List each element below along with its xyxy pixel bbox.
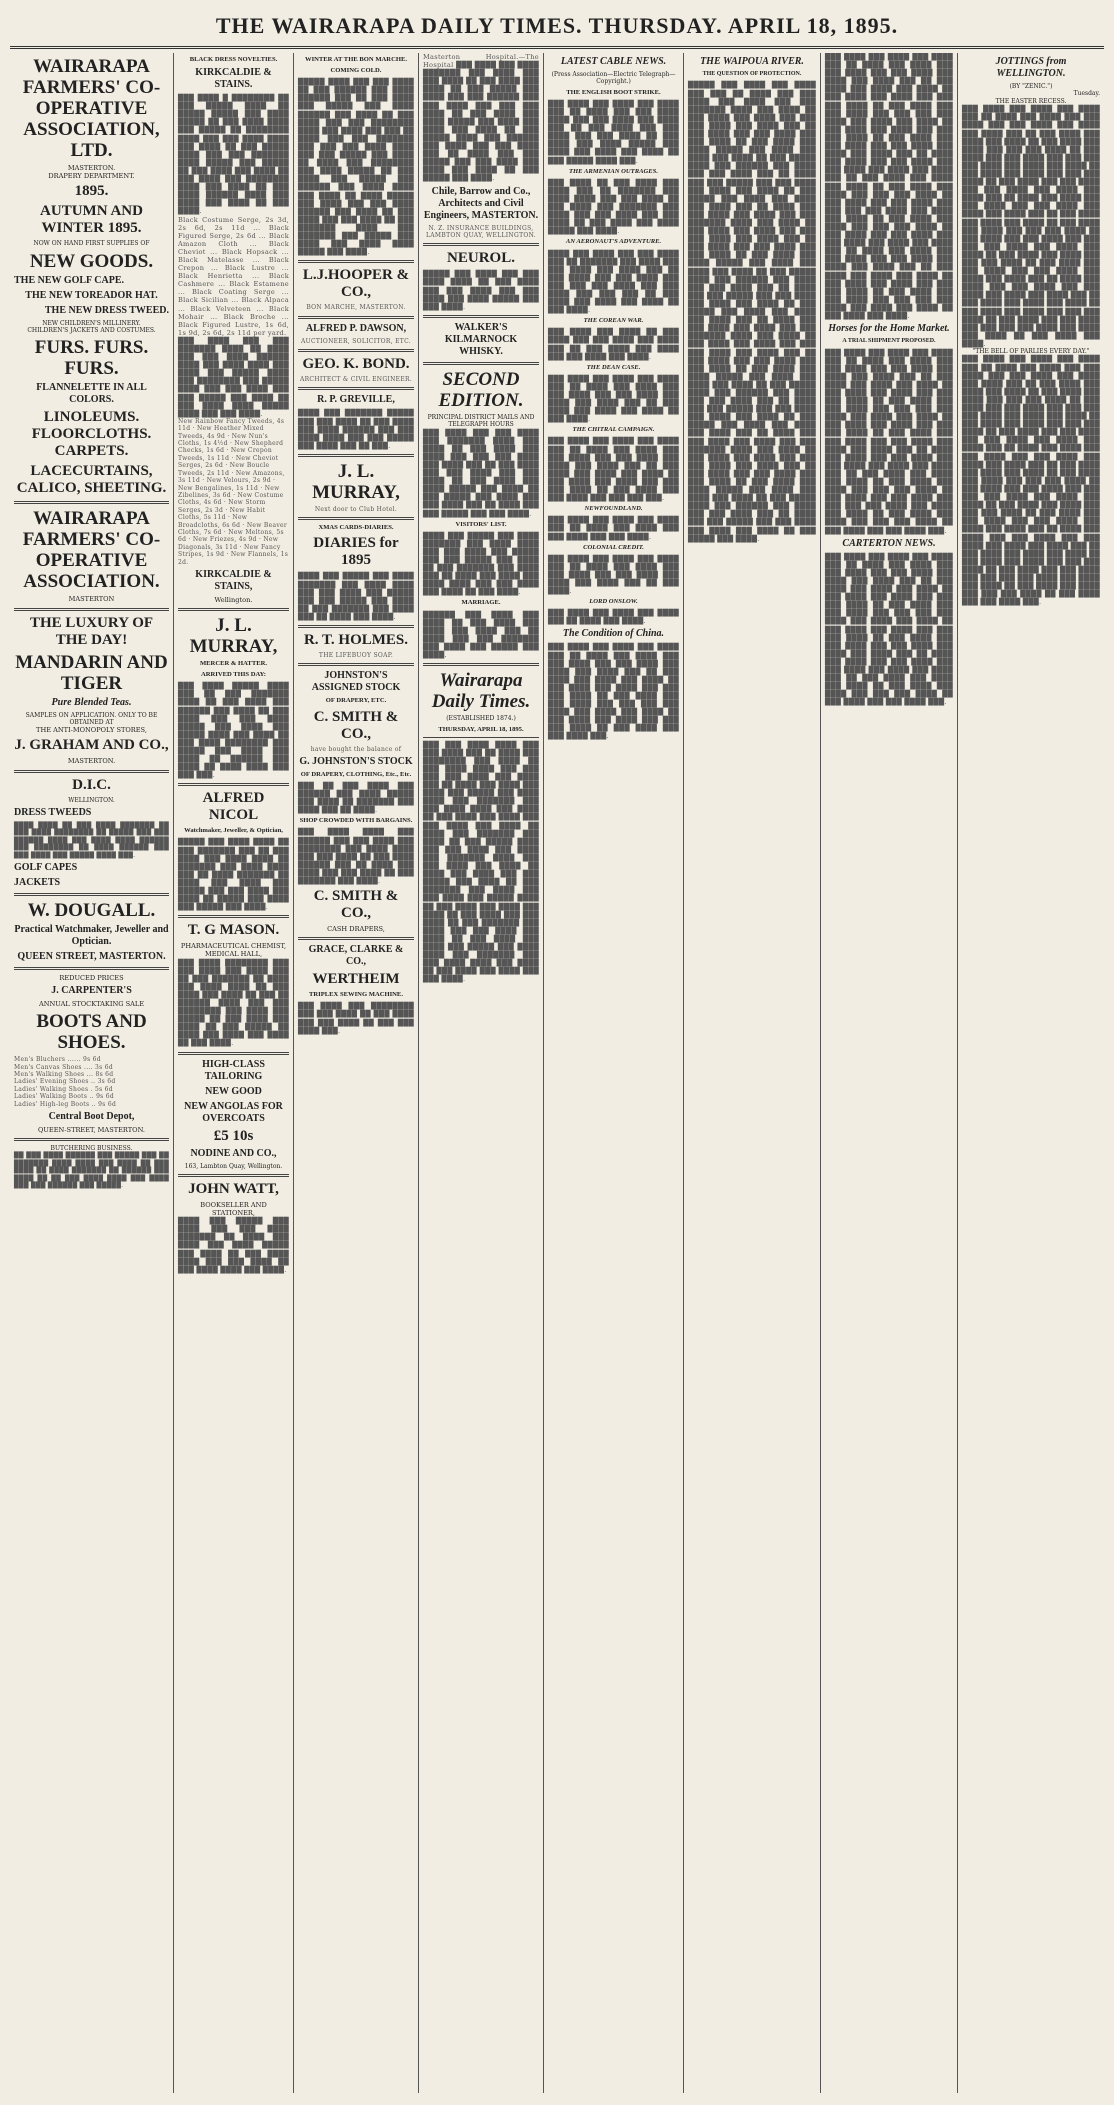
- johnston-2: G. JOHNSTON'S STOCK: [299, 755, 413, 767]
- drapery: OF DRAPERY, ETC.: [325, 697, 387, 705]
- marriage: MARRIAGE.: [461, 599, 501, 607]
- column-3: WINTER AT THE BON MARCHE. COMING COLD. █████ ████ ███ ███ ████ ██ ███ ██████ ███ ████ ██████ ███ ██ ███ ████ ███ █████ ███ ████ ██████ ███ ████ ██ ███ ████ ███ ███ ████████ ████ ███ ████ ███ ███ ██ ████ ███ ███ ███████ ███ ███ ███ ████ ████ ███ ███ █████ ███ ████ ██ ████ ███ ████████ ███ ████ █████ ██ ███ ████ ███ █████ ███ ██████ ███ ████ ████ ███ ████ ██ ████ █████ ███ ████ ███ ███ ████ ██████ ███ ████ ██ ███ ████ ███ ███ ████ ██ ███ ███████ ████ ███ ███████ ███ █████ ███ ████ ███ ████ ████ █████ ███ ████. L.J.HOOPER & CO., BON MARCHE, MASTERTON. ALFRED P. DAWSON, AUCTIONEER, SOLICITOR, ETC. GEO. K. BOND. ARCHITECT & CIVIL ENGINEER. R. P. GREVILLE, ████ ███ ███████ █████ ███ ███ ████ ██ ███ ████ ███ ████ ██████ ███ ███ ████ ████ ███ ███ █████ ███ ████ ███ ██ ███. J. L. MURRAY, Next door to Club Hotel. XMAS CARDS-DIARIES. DIARIES for 1895 ████ ███ █████ ███ ████ ███████ ███ ████ ████ ███ ███ ████ ███ █████ ███ ███ █████ ███ ████ ██ ███ ███████ ███ ████ ███ ██ ████ ███ ████. R. T. HOLMES. THE LIFEBUOY SOAP. JOHNSTON'S ASSIGNED STOCK OF DRAPERY, ETC. C. SMITH & CO., have bought the balance of G. JOHNSTON'S STOCK OF DRAPERY, CLOTHING, Etc., Etc. ███ ██ ███ ████ ███ ██████ ███ ████ █████ ███ ████ ██ ███████ ███ ████ ███ ██ ████. SHOP CROWDED WITH BARGAINS. ███ ████ ████ ███ ██████ ███ ███ ████ ███ ████████ ███ ████ ████ ███ ███ ████ ██ ███ ████ ██████ ███ ██ ████ ███ ████ ███ ███ ████ ██ ███ ███████ ███ ████. C. SMITH & CO., CASH DRAPERS, GRACE, CLARKE & CO., WERTHEIM TRIPLEX SEWING MACHINE. ███ ████ ███ ████████ ███ ███ ████ ██ ███ ████ ███ ███ ████ ██ ███ ███ ████ ███.: [294, 53, 419, 2093]
- kirkcaldie-2: KIRKCALDIE & STAINS,: [195, 568, 272, 592]
- dic-place: WELLINGTON.: [68, 796, 115, 804]
- chile-barrow: Chile, Barrow and Co., Architects and Civil Engineers, MASTERTON.: [423, 185, 539, 221]
- newgood: NEW GOOD: [205, 1085, 262, 1097]
- waipoua-river: THE WAIPOUA RIVER.: [700, 56, 804, 67]
- newspaper-page: [10, 6, 1104, 2093]
- dic: D.I.C.: [72, 776, 111, 793]
- walker: WALKER'S KILMARNOCK WHISKY.: [444, 321, 518, 357]
- butcher: BUTCHERING BUSINESS.: [50, 1145, 133, 1153]
- flannelette: FLANNELETTE IN ALL COLORS.: [36, 382, 147, 406]
- graham-place: MASTERTON.: [67, 757, 116, 766]
- new-goods: NEW GOODS.: [29, 250, 154, 272]
- lace: LACECURTAINS, CALICO, SHEETING.: [16, 463, 167, 497]
- carpenter: J. CARPENTER'S: [51, 985, 132, 997]
- newfoundland: NEWFOUNDLAND.: [584, 505, 643, 513]
- cash: CASH DRAPERS,: [327, 925, 385, 934]
- kirkcaldie: KIRKCALDIE & STAINS.: [195, 67, 272, 91]
- bond: GEO. K. BOND.: [302, 356, 410, 373]
- furs: FURS. FURS. FURS.: [34, 337, 149, 380]
- golf-capes: GOLF CAPES: [14, 861, 78, 873]
- corean: THE COREAN WAR.: [583, 317, 644, 325]
- overcoats: NEW ANGOLAS FOR OVERCOATS: [184, 1100, 283, 1124]
- hooper: L.J.HOOPER & CO.,: [302, 267, 410, 301]
- lord-onslow: LORD ONSLOW.: [589, 598, 638, 606]
- visitors: VISITORS' LIST.: [455, 520, 507, 528]
- jackets: CHILDREN'S JACKETS AND COSTUMES.: [27, 327, 156, 334]
- supplies: NOW ON HAND FIRST SUPPLIES OF: [33, 240, 150, 248]
- jottings-by: (BY "ZENIC."): [1009, 83, 1053, 90]
- millinery: NEW CHILDREN'S MILLINERY.: [42, 319, 141, 327]
- jottings-day: Tuesday.: [1073, 90, 1100, 98]
- holmes: R. T. HOLMES.: [303, 632, 409, 648]
- nicol-sub: Watchmaker, Jeweller, & Optician,: [184, 827, 283, 835]
- coming: COMING COLD.: [330, 67, 382, 75]
- established: (ESTABLISHED 1874.): [446, 715, 516, 723]
- bookseller: BOOKSELLER AND STATIONER,: [200, 1200, 267, 1218]
- boot-strike: THE ENGLISH BOOT STRIKE.: [566, 88, 661, 96]
- column-2: BLACK DRESS NOVELTIES. KIRKCALDIE & STAINS. ███ ████ █ ████████ ██ ███ █████ ████ ██ █████ █████ ███ ████ █████ ██ ███ ████ ████ ███ █████ ██ ████████ ████ ███ ███ ████ ████ ███ ████ ██ ███ █████ ████ ███ ███ ███████ ████ █████ ███ █████ ██ ███ ████ ███ ████ ██ ███ ████ ███ ████████ ████ ███ ████ ██ ███ ████ ██████ ████ ███ ████ ███ ████ ██ ███ ████. Black Costume Serge, 2s 3d, 2s 6d, 2s 11d ... Black Figured Serge, 2s 6d ... Black Amazon Cloth ... Black Cheviot ... Black Hopsack ... Black Matelasse ... Black Crepon ... Black Lustre ... Black Henrietta ... Black Cashmere ... Black Estamene ... Black Coating Serge ... Black Sicilian ... Black Alpaca ... Black Velveteen ... Black Mohair ... Black Broche ... Black Figured Lustre, 1s 6d, 1s 9d, 2s 6d, 2s 11d per yard. ███ ████ ███ ███ ███████ ████ ██ ████ ███ ███ ████ ██████ ████ ███ ████ ████ ███ ████ ███ █████ ████ ███ ████████ ███ █████ ████ ███ ███ ████ ███ ███ █████ ███ ████ ██ ███ ████ ████ █████ ████ ███ ███ ████. New Rainbow Fancy Tweeds, 4s 11d · New Heather Mixed Tweeds, 4s 9d · New Nun's Cloths, 1s 4½d · New Shepherd Checks, 1s 6d · New Crepon Tweeds, 1s 11d · New Cheviot Serges, 2s 6d · New Boucle Tweeds, 2s 11d · New Amazons, 3s 11d · New Velours, 2s 9d · New Bengalines, 1s 11d · New Zibelines, 3s 6d · New Costume Cloths, 4s 6d · New Storm Serges, 2s 3d · New Habit Cloths, 5s 11d · New Broadcloths, 6s 6d · New Beaver Cloths, 7s 6d · New Meltons, 5s 6d · New Friezes, 4s 9d · New Diagonals, 3s 11d · New Fancy Stripes, 1s 9d · New Flannels, 1s 2d. KIRKCALDIE & STAINS, Wellington. J. L. MURRAY, MERCER & HATTER. ARRIVED THIS DAY: ███ ████ █████ ████ ███ ██ ███ ███████ ████ ██ ███ ████ ███ ██████ ███ ████ ██ ███ ████ ███ ███ ████ █████ ███ ████ ███ █████ ████ ███ ████ ██ ███ ████ ████████ ███ █████ ███ ████ ███ ████ ██ ██████ ███ ████ ██ ████ ████ ███ ███ ███. ALFRED NICOL Watchmaker, Jeweller, & Optician, █████ ███ ████ ████ ██ ███ ███████ ███ ██ ███ ████ ███ ████ ████ ██ ███████ ███ ████ ████ ███ ██ ████ ███████ ██ ████ ███ ████ ███ █████ ███ ███ ████ ███ ████ ██ █████ ███ ████ ███ █████ ███ ████. T. G MASON. PHARMACEUTICAL CHEMIST, MEDICAL HALL, ███ ████ ████████ ███ ███ ████ ███ ████ ███ ██ ███ ███████ ██ ████ ███ ████ ████ ██ ███ ████ ███ ████ ██ ███ ██ ██████ ████ ███ ███ ████████ ███ ████ ███ █████ ██ ███ ████ ███ ████ ██ ███ █████ ██ ████ ███ ████ ███ ████ ██ ███ ████. HIGH-CLASS TAILORING NEW GOOD NEW ANGOLAS FOR OVERCOATS £5 10s NODINE AND CO., 163, Lambton Quay, Wellington. JOHN WATT, BOOKSELLER AND STATIONER, ████ ███ █████ ███ ████ ███ ███ ████ ███████ ██ ████ ███ ████ ███ ████ █████ ███ ████ ██ ███ ████ ████ ███ ███ ████ ██ ███ ████ ████ ███ ████.: [174, 53, 294, 2093]
- smith-2: C. SMITH & CO.,: [313, 888, 399, 922]
- smith: C. SMITH & CO.,: [313, 708, 399, 742]
- tea-sub: Pure Blended Teas.: [51, 696, 132, 708]
- xmas: XMAS CARDS-DIARIES.: [318, 524, 394, 532]
- season: AUTUMN AND WINTER 1895.: [40, 203, 143, 237]
- date-line: THURSDAY, APRIL 18, 1895.: [438, 725, 524, 733]
- drapery-2: OF DRAPERY, CLOTHING, Etc., Etc.: [300, 770, 412, 778]
- dawson: ALFRED P. DAWSON,: [305, 322, 407, 334]
- black-novelties: BLACK DRESS NOVELTIES.: [189, 56, 278, 63]
- luxury: THE LUXURY OF THE DAY!: [29, 614, 154, 648]
- dress-tweeds: DRESS TWEEDS: [14, 806, 92, 818]
- china: The Condition of China.: [562, 628, 665, 640]
- principal: PRINCIPAL DISTRICT MAILS AND TELEGRAPH HOURS: [427, 413, 535, 429]
- second-edition: SECOND EDITION.: [438, 368, 524, 411]
- protection: THE QUESTION OF PROTECTION.: [702, 71, 802, 77]
- reduced: REDUCED PRICES: [59, 973, 124, 982]
- dougall: W. DOUGALL.: [27, 899, 156, 921]
- column-8: JOTTINGS from WELLINGTON. (BY "ZENIC.") Tuesday. THE EASTER RECESS. ███ ████ ███ ████ ███ ████ ███ ██ ████ ███ ████ ███ ███ ████ ███ ███ ████ ███ ████ ███ ████ ███ ██ ███ ████ ███ ████ ███ ████ ██ ███ ████ ███ ████ ███ ███ ███ ████ ██ ███ ████ ███ ███ ████ ███ ███ ███ ███ ████ ███ ████ ███ ████ ██ ███ ████ ███ ████ ███ ███ ███ ████ ██ ███ ████ ███ ███ ████ ███ ███ ████ ███ ████ ███ ████ ███ ██ ████ ███ ████ ███ ███ ████ ███ ███ ████ ███ ████ ███ ████ ███ ██ ███ ████ ███ ████ ███ ████ ██ ███ ████ ███ ████ ███ ███ ███ ████ ██ ███ ████ ███ ███ ████ ███ ███ ███ ███ ████ ███ ████ ███ ████ ██ ███ ████ ███ ████ ███ ███ ███ ████ ██ ███ ████ ███ ███ ████ ███ ███ ████ ███ ████ ███ ████ ███ ██ ████ ███ ████ ███ ███ ████ ███ ███ ████ ███ ████ ███ ████ ███ ██ ███ ████ ███ ████ ███ ████ ██ ███ ████ ███ ████ ███ ███ ███ ████ ██ ███ ████ ███ ███ ████ ███ ███ ███ ███ ████ ███ ████ ███ ████ ██ ███ ████ ███ ████. "THE BELL OF PARLIES EVERY DAY." ███ ████ ███ ████ ███ ████ ███ ██ ████ ███ ████ ███ ███ ████ ███ ███ ████ ███ ████ ███ ████ ███ ██ ███ ████ ███ ████ ███ ████ ██ ███ ████ ███ ████ ███ ███ ███ ████ ██ ███ ████ ███ ███ ████ ███ ███ ███ ███ ████ ███ ████ ███ ████ ██ ███ ████ ███ ████ ███ ███ ███ ████ ██ ███ ████ ███ ███ ████ ███ ███ ████ ███ ████ ███ ████ ███ ██ ████ ███ ████ ███ ███ ████ ███ ███ ████ ███ ████ ███ ████ ███ ██ ███ ████ ███ ████ ███ ████ ██ ███ ████ ███ ████ ███ ███ ███ ████ ██ ███ ████ ███ ███ ████ ███ ███ ███ ███ ████ ███ ████ ███ ████ ██ ███ ████ ███ ████ ███ ███ ███ ████ ██ ███ ████ ███ ███ ████ ███ ███ ████ ███ ████ ███ ████ ███ ██ ████ ███ ████ ███ ███ ████ ███ ███ ████ ███ ████ ███ ████ ███ ██ ███ ████ ███ ████ ███ ████ ██ ███ ████ ███ ████ ███ ███ ███ ████ ██ ███ ████ ███ ███ ████ ███ ███ ███ ███ ████ ███ ████ ███ ████ ██ ███ ████ ███ ████ ███ ███ ███ ████ ██ ███ ████ ███ ███ ████ ███.: [962, 56, 1100, 607]
- samples: SAMPLES ON APPLICATION. ONLY TO BE OBTAINED AT: [25, 711, 158, 726]
- neurol: NEUROL.: [447, 250, 515, 267]
- newspaper-title: THE WAIRARAPA DAILY TIMES. THURSDAY. APRIL 18, 1895.: [215, 13, 899, 38]
- watt: JOHN WATT,: [188, 1180, 279, 1197]
- tailoring: HIGH-CLASS TAILORING: [202, 1058, 265, 1082]
- column-1: WAIRARAPA FARMERS' CO-OPERATIVE ASSOCIATION, LTD. MASTERTON. DRAPERY DEPARTMENT. 1895. AUTUMN AND WINTER 1895. NOW ON HAND FIRST SUPPLIES OF NEW GOODS. THE NEW GOLF CAPE. THE NEW TOREADOR HAT. THE NEW DRESS TWEED. NEW CHILDREN'S MILLINERY. CHILDREN'S JACKETS AND COSTUMES. FURS. FURS. FURS. FLANNELETTE IN ALL COLORS. LINOLEUMS. FLOORCLOTHS. CARPETS. LACECURTAINS, CALICO, SHEETING. WAIRARAPA FARMERS' CO-OPERATIVE ASSOCIATION. MASTERTON THE LUXURY OF THE DAY! MANDARIN AND TIGER Pure Blended Teas. SAMPLES ON APPLICATION. ONLY TO BE OBTAINED AT THE ANTI-MONOPOLY STORES, J. GRAHAM AND CO., MASTERTON. D.I.C. WELLINGTON. DRESS TWEEDS ████ ████ ██ ███ ████ ███████ ██ ███ ████ ████████ ██ █████ ███ ███ ██████ ████ ███ ████ ████ ██████ ███ ████████ ██ ████ ██████ ███ ███ ████ ███ █████ ████ ███. GOLF CAPES JACKETS W. DOUGALL. Practical Watchmaker, Jeweller and Optician. QUEEN STREET, MASTERTON. REDUCED PRICES J. CARPENTER'S ANNUAL STOCKTAKING SALE BOOTS AND SHOES. Men's Bluchers ...... 9s 6d Men's Canvas Shoes .... 3s 6d Men's Walking Shoes ... 8s 6d Ladies' Evening Shoes .. 3s 6d Ladies' Walking Shoes . 5s 6d Ladies' Walking Boots .. 9s 6d Ladies' High-leg Boots .. 9s 6d Central Boot Depot, QUEEN-STREET, MASTERTON. BUTCHERING BUSINESS. ██ ███ ████ ██████ ███ █████ ███ ██ ███████ ████ ████ ███ ████ ██ ███ ████ ██ ████ ███████ ██ ██████ ███ ████ ██ ██ ███ ████ ████ ███ ████ ███ ███ ██████ ███ █████.: [10, 53, 174, 2093]
- horses: Horses for the Home Market.: [828, 323, 950, 335]
- latest-cable: LATEST CABLE NEWS.: [560, 56, 667, 67]
- graham: J. GRAHAM AND CO.,: [14, 737, 169, 754]
- nicol: ALFRED NICOL: [202, 790, 265, 824]
- nodine: NODINE AND CO.,: [190, 1147, 277, 1159]
- pharm: PHARMACEUTICAL CHEMIST,: [180, 942, 287, 951]
- columns: [10, 53, 1104, 2093]
- mercer: MERCER & HATTER.: [199, 660, 268, 668]
- practical: Practical Watchmaker, Jeweller and Optician.: [14, 923, 169, 947]
- annual: ANNUAL STOCKTAKING SALE: [38, 1000, 145, 1009]
- linoleums: LINOLEUMS. FLOORCLOTHS. CARPETS.: [31, 409, 152, 460]
- tmason: T. G MASON.: [187, 922, 280, 939]
- carterton: CARTERTON NEWS.: [842, 537, 936, 549]
- hall: MEDICAL HALL,: [204, 950, 263, 959]
- year: 1895.: [74, 183, 109, 200]
- masthead: [10, 6, 1104, 49]
- trial-shipment: A TRIAL SHIPMENT PROPOSED.: [842, 338, 936, 345]
- place: MASTERTON.: [67, 164, 116, 172]
- arrived: ARRIVED THIS DAY:: [201, 671, 266, 679]
- store: THE ANTI-MONOPOLY STORES,: [36, 726, 147, 735]
- jottings: JOTTINGS from WELLINGTON.: [995, 56, 1067, 79]
- greville: R. P. GREVILLE,: [317, 394, 395, 406]
- johnston: JOHNSTON'S ASSIGNED STOCK: [311, 670, 401, 694]
- press-assoc: (Press Association—Electric Telegraph—Copyright.): [551, 71, 676, 86]
- farmers-title: WAIRARAPA FARMERS' CO-OPERATIVE ASSOCIATION, LTD.: [22, 56, 161, 161]
- murray-3: J. L. MURRAY,: [312, 460, 400, 503]
- tea-name: MANDARIN AND TIGER: [15, 651, 168, 694]
- diaries: DIARIES for 1895: [313, 535, 399, 569]
- dean: THE DEAN CASE.: [586, 363, 641, 371]
- colonial-credit: COLONIAL CREDIT.: [583, 543, 644, 551]
- grace: GRACE, CLARKE & CO.,: [308, 944, 404, 968]
- price: £5 10s: [213, 1127, 254, 1144]
- chitral: THE CHITRAL CAMPAIGN.: [572, 426, 655, 434]
- central: Central Boot Depot,: [48, 1110, 135, 1122]
- place-2: MASTERTON: [68, 595, 115, 604]
- queen-street: QUEEN STREET, MASTERTON.: [17, 950, 166, 962]
- toreador: THE NEW TOREADOR HAT.: [25, 289, 158, 301]
- kirkcaldie-place: Wellington.: [214, 595, 253, 604]
- tweed: THE NEW DRESS TWEED.: [44, 304, 169, 316]
- dept: DRAPERY DEPARTMENT.: [48, 172, 135, 181]
- winter: WINTER AT THE BON MARCHE.: [304, 56, 408, 63]
- shop: SHOP CROWDED WITH BARGAINS.: [299, 817, 413, 825]
- sound: "THE BELL OF PARLIES EVERY DAY.": [972, 348, 1090, 356]
- easter-recess: THE EASTER RECESS.: [995, 97, 1067, 105]
- boots: BOOTS AND SHOES.: [36, 1011, 147, 1054]
- column-6: THE WAIPOUA RIVER. THE QUESTION OF PROTECTION. █████ ███ ████ ███ ████ ███ ███ ██ ████ ███ ███ ████ ███ ████ ███ ███ ███████ ████ ███ ████ ██ ███ ████ ███ ████ ███ ███ ███ ████ ███ ████ ███ ██ ███ ████ ███ ███ ████ ███ ███ ████ ██ ███ ████ ███ ████ █████ ███ ████ ███ ████ ███ ████ ██ ███ █████ ████ ███ ██████ ███ ████ ███ ███ ████ ███ ██ ████ ███ ███ █████ ███ ███ ████ ███ ████ ███ ████ ██ ███ █████ ███ ████ ███ ████ ███ ████ ███ ██ ████ ███ ███ ████ ███ ████ ███ ███ ███████ ████ ███ ████ ██ ███ ████ ███ ████ ███ ███ ███ ████ ███ ████ ███ ██ ███ ████ ███ ███ ████ ███ ███ ████ ██ ███ ████ ███ ████ █████ ███ ████ ███ ████ ███ ████ ██ ███ █████ ████ ███ ██████ ███ ████ ███ ███ ████ ███ ██ ████ ███ ███ █████ ███ ███ ████ ███ ████ ███ ████ ██ ███ █████ ███ ████ ███ ████ ███ ████ ███ ██ ████ ███ ███ ████ ███ ████ ███ ███ ███████ ████ ███ ████ ██ ███ ████ ███ ████ ███ ███ ███ ████ ███ ████ ███ ██ ███ ████ ███ ███ ████ ███ ███ ████ ██ ███ ████ ███ ████ █████ ███ ████ ███ ████ ███ ████ ██ ███ █████ ████ ███ ██████ ███ ████ ███ ███ ████ ███ ██ ████ ███ ███ █████ ███ ███ ████ ███ ████ ███ ████ ██ ███ █████ ███ ████ ███ ████ ███ ████ ███ ██ ████ ███ ███ ████ ███ ████ ███ ███ ███████ ████ ███ ████ ██ ███ ████ ███ ████ ███ ███ ███ ████ ███ ████ ███ ██ ███ ████ ███ ███ ████ ███ ███ ████ ██ ███ ████ ███ ████ █████ ███ ████ ███ ████ ███ ████ ██ ███ █████ ████ ███ ██████ ███ ████ ███ ███ ████ ███ ██ ████ ███ ███ █████ ███ ███ ████ ███ ████ ███ ████ ██ ███ █████ ███ ████.: [684, 53, 821, 2093]
- farmers-title-2: WAIRARAPA FARMERS' CO-OPERATIVE ASSOCIATION.: [22, 508, 161, 593]
- murray: J. L. MURRAY,: [189, 615, 278, 658]
- wertheim: WERTHEIM: [312, 971, 400, 988]
- armenian: THE ARMENIAN OUTRAGES.: [569, 167, 658, 175]
- aeronaut: AN AERONAUT'S ADVENTURE.: [565, 238, 662, 246]
- lambton: 163, Lambton Quay, Wellington.: [184, 1162, 283, 1170]
- column-4: Masterton Hospital.—The Hospital ███ ████ ███ ████ ███████ ███ ████ ███ ███ ████ ██ ███ ████ ███ ████ ██ ███ █████ ███ ████ ███ ███ ██████ ███ ███ ████ ███ ███ ███ ████ ██ ███ ████ ███ ████ █████ ███ ████ ███ ████ ███ ████ ██ ███ █████ ████ ███ ██████ ███ ████ ███ ███ ████ ███ ██ ████ ███ ███ █████ ███ ███ ████ ███ ████ ███ ████ ██ ███ █████ ███ ████. Chile, Barrow and Co., Architects and Civil Engineers, MASTERTON. N. Z. INSURANCE BUILDINGS, LAMBTON QUAY, WELLINGTON. NEUROL. █████ ███ ████ ███ ███ ████ ████ ██ ███ ████ ███ ███ ████ ███ ███ ████ ███ ████ █████ ███ ███ ████. WALKER'S KILMARNOCK WHISKY. SECOND EDITION. PRINCIPAL DISTRICT MAILS AND TELEGRAPH HOURS ███ ████ ███ ███ ████ ███ ███████ ████ ███ ████ ██ ███ ████ ███ ████ ███ ███ ███ ████ ███ ████ ███ ██ ███ ████ ███ ███ ████ ███ ███ ████ ██ ███ ████ ███ ████ █████ ███ ████ ██ ███ █████ ███ ████ ███ ███ ████ ███ ██ ████ ███ ███ █████ ███ ███ ████. VISITORS' LIST. ████ ███ █████ ███ ████ ███████ ███ ████ ████ ███ ███ ████ ███ █████ ███ ███ █████ ███ ████ ██ ███ ███████ ███ ████ ███ ██ ████ ███ ████ ███ ████ ████ ███ ███ ████ ███ ████ ██ ███ ████. MARRIAGE. ██████ ███ ████ ███ ████ ██ ███ ████ ███ ████ ███ ████ ███ ██ ████ ███ ███ ███████ ███ ████ ███ █████ ███ ████. Wairarapa Daily Times. (ESTABLISHED 1874.) THURSDAY, APRIL 18, 1895. ███ ███ ████ ████ ███ ███ ████ ███ ██ ████ ███ ████████ ███ ████ ██ ███ ████ ████ ███ ███ ███ ███ ████ ███ ████ ███ ██ ████ ███ ████ ███ ████ ███ █████ ███ ████ ████ ███ ███████ ███ ███ ████ ████ ███ ████ ██ ███ ████ ███ ████ ███ ███ ████ ███ ████ ██ ████ ███ ███████ ███ ████ ██ ███ █████ ████ ███ ███ ████ ███ ████ ███ ███████ ████ ███ ███ ████ ███ ████ ██ ████ ███ ████ ███ ███ █████ ███ ████ ██ ███ ███████ ███ ████ ███ ███ ████ ███ █████ ████ ██ ███ ████ ███ ████ ███ ████ ██ ███ ████ ███ ███ ████ ██ ███ ███████ ███ ████ ███ ███ ████ ███ ████ ██ ███ ████ ███ ████ ███ █████ ███ ████ ████ ███ ███████ ███ ███ ████ ████ ███ ████ ██ ███ ████ ███ ████ ███ ███ ████.: [419, 53, 544, 2093]
- jackets-2: JACKETS: [14, 876, 61, 888]
- column-5: LATEST CABLE NEWS. (Press Association—Electric Telegraph—Copyright.) THE ENGLISH BOOT STRIKE. ███ ████ ███ ████ ███ ████ ███ ██ ████ ███ ███ ████ ████ ███ ███ ████ ███ ████ ███ ██ ███ ████ ███ ███ ████ ███ ███ ████ ██ ███ ████ ███ ████ █████ ███ ████ ███ ████ ███ ████ ██ ███ █████ ████ ███. THE ARMENIAN OUTRAGES. ███ ████ ██ ███ ████ ███ ████ ███ ██ ███████ ███ ████ ████ ███ ███ ████ ██ ███ ████ ███ ███████ ███ ████ ███ ███ ████ ███ ███ ████ ██ ███ ████ ███ ████ █████ ███ ████. AN AERONAUT'S ADVENTURE. ████ ███ ████ ███ ███ ████ ███ ██ ███████ ███ ████ ███ ███ ████ ███ ████ ███ ██ ███ ████ ███ ███ ████ ███ ███ ███ ███ ████ ███ ███ ████ ███ ███ ███ ██ ███ ████ ███ ████ ███ ████ ██ ███ ████. THE COREAN WAR. ███ ████ ███ ████ ██ ███ ████ ███ ███ ████ ███ ████ ███ ██ ███ ████ ███ ████ ███ ███ ████ ███ ████. THE DEAN CASE. ███ ████ ███ ████ ███ ████ ███ ██ ████ ███ ████ ███ ███ ████ ███ ███ ████ ███ ████ ███ ████ ███ ██ ███ ████ ███ ████ ███ ████ ██ ███ ████. THE CHITRAL CAMPAIGN. ███ ████ ███ ████ ███ ████ ███ ██ ████ ███ ████ ███ ███ ████ ███ ███ ████ ███ ████ ███ ████ ███ ██ ███ ████ ███ ████ ███ ████ ██ ███ ████ ███ ████ ███ ███ ███ ████ ██ ███ ████ ███ ███ ████ ███ ███ ███ ███. NEWFOUNDLAND. ███ ████ ███ ████ ███ ████ ███ ██ ████ ███ ████ ███ ███ ████ ███ ███ ████. COLONIAL CREDIT. ███ ████ ███ ████ ███ ████ ███ ██ ████ ███ ████ ███ ███ ████ ███ ███ ████ ███ ████ ███ ████ ███ ██ ███ ████. LORD ONSLOW. ███ ████ ███ ████ ███ ████ ███ ██ ████ ███ ████. The Condition of China. ███ ████ ███ ████ ███ ████ ███ ██ ████ ███ ████ ███ ███ ████ ███ ███ ████ ███ ████ ███ ████ ███ ██ ███ ████ ███ ████ ███ ████ ██ ███ ████ ███ ████ ███ ███ ███ ████ ██ ███ ████ ███ ███ ████ ███ ███ ███ ███ ████ ███ ████ ███ ████ ██ ███ ████ ███ ████ ███ ███ ███ ████ ██ ███ ████ ███ ███ ████ ███.: [544, 53, 684, 2093]
- tripley: TRIPLEX SEWING MACHINE.: [309, 991, 403, 999]
- column-7: ███ ████ ███ ████ ███ ████ ███ ██ ████ ███ ████ ███ ███ ████ ███ ███ ████ ███ ████ ███ ████ ███ ██ ███ ████ ███ ████ ███ ████ ██ ███ ████ ███ ████ ███ ███ ███ ████ ██ ███ ████ ███ ███ ████ ███ ███ ███ ███ ████ ███ ████ ███ ████ ██ ███ ████ ███ ████ ███ ███ ███ ████ ██ ███ ████ ███ ███ ████ ███ ███ ████ ███ ████ ███ ████ ███ ██ ████ ███ ████ ███ ███ ████ ███ ███ ████ ███ ████ ███ ████ ███ ██ ███ ████ ███ ████ ███ ████ ██ ███ ████ ███ ████ ███ ███ ███ ████ ██ ███ ████ ███ ███ ████ ███ ███ ███ ███ ████ ███ ████ ███ ████ ██ ███ ████ ███ ████ ███ ███ ███ ████ ██ ███ ████ ███ ███ ████ ███ ███ ████ ███ ████ ███ ████ ███ ██ ████ ███ ████ ███ ███ ████ ███ ███ ████ ███ ████ ███ ████ ███ ██ ███ ████ ███ ████ ███ ████ ██ ███ ████ ███ ████ ███ ███ ███ ████ ██ ███ ████ ███ ███ ████ ███ ███ ███ ███ ████ ███ ████ ███ ████ ██ ███ ████ ███ ████. Horses for the Home Market. A TRIAL SHIPMENT PROPOSED. ███ ████ ███ ████ ███ ████ ███ ██ ████ ███ ████ ███ ███ ████ ███ ███ ████ ███ ████ ███ ████ ███ ██ ███ ████ ███ ████ ███ ████ ██ ███ ████ ███ ████ ███ ███ ███ ████ ██ ███ ████ ███ ███ ████ ███ ███ ███ ███ ████ ███ ████ ███ ████ ██ ███ ████ ███ ████ ███ ███ ███ ████ ██ ███ ████ ███ ███ ████ ███ ███ ████ ███ ████ ███ ████ ███ ██ ████ ███ ████ ███ ███ ████ ███ ███ ████ ███ ████ ███ ████ ███ ██ ███ ████ ███ ████ ███ ████ ██ ███ ████ ███ ████ ███ ███ ███ ████ ██ ███ ████ ███ ███ ████ ███ ███ ███ ███ ████ ███ ████ ███ ████ ██ ███ ████ ███ ████ ███ ███ ███ ████ ██ ███ ████ ███ ███ ████ ███. CARTERTON NEWS. ███ ████ ███ ████ ███ ████ ███ ██ ████ ███ ████ ███ ███ ████ ███ ███ ████ ███ ████ ███ ████ ███ ██ ███ ████ ███ ████ ███ ████ ██ ███ ████ ███ ████ ███ ███ ███ ████ ██ ███ ████ ███ ███ ████ ███ ███ ███ ███ ████ ███ ████ ███ ████ ██ ███ ████ ███ ████ ███ ███ ███ ████ ██ ███ ████ ███ ███ ████ ███ ███ ████ ███ ████ ███ ████ ███ ██ ████ ███ ████ ███ ███ ████ ███ ███ ████ ███ ████ ███ ████ ███ ██ ███ ████ ███ ████ ███ ████ ██ ███ ████ ███ ████ ███ ███ ███ ████ ██ ███ ████ ███ ███ ████ ███.: [821, 53, 958, 2093]
- queen-2: QUEEN-STREET, MASTERTON.: [37, 1125, 146, 1134]
- times-title: Wairarapa Daily Times.: [431, 670, 531, 713]
- golf-cape: THE NEW GOLF CAPE.: [14, 274, 125, 286]
